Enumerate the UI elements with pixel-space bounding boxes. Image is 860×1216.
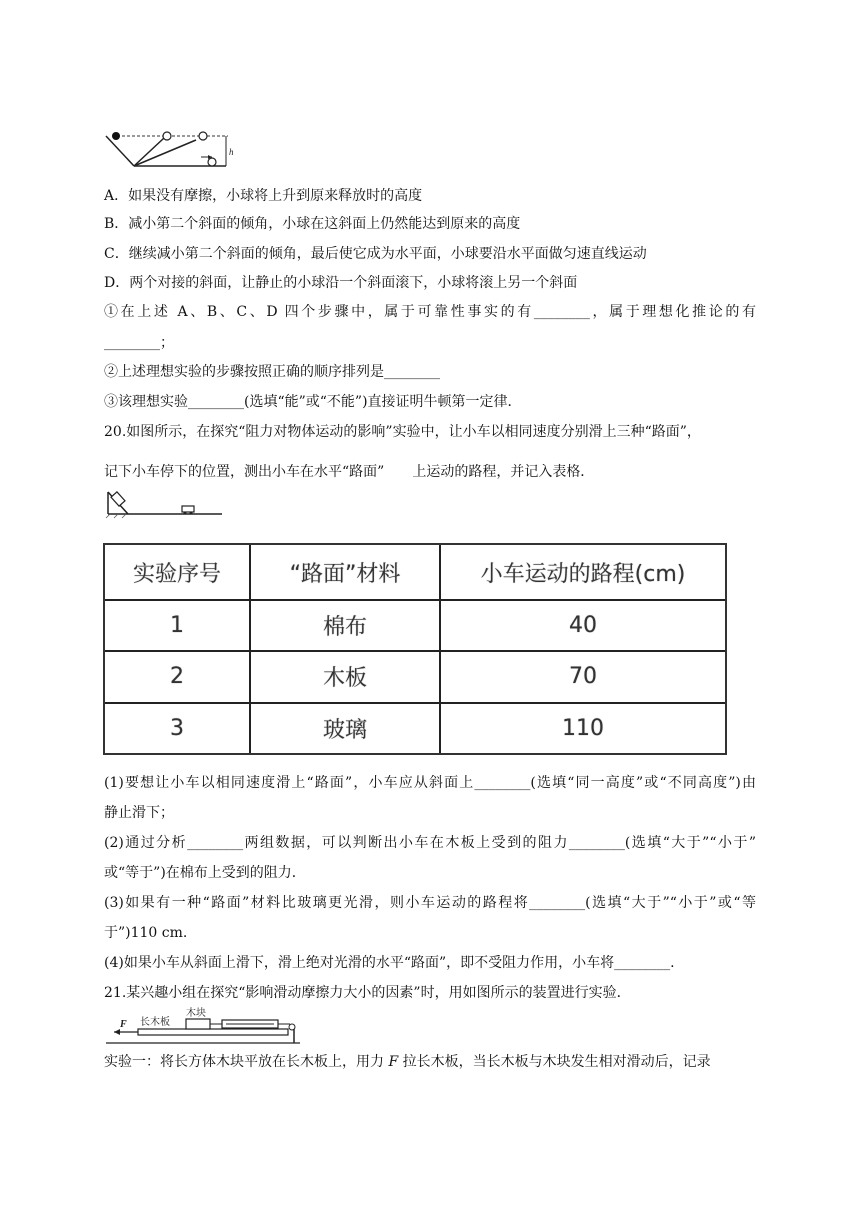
table-header-row (104, 544, 726, 600)
cell-index: 2 (104, 651, 250, 702)
q19-sub1-line2: ________； (104, 335, 174, 351)
cell-distance: 40 (440, 600, 726, 651)
cell-material: 棉布 (250, 600, 440, 651)
header-index: 实验序号 (104, 544, 250, 600)
q21-exp1 (104, 1052, 711, 1072)
q20-p1-line1: (1)要想让小车以相同速度滑上“路面”，小车应从斜面上________(选填“同一高度”或“不同高度”)由 (104, 775, 756, 791)
header-distance: 小车运动的路程(cm) (440, 544, 726, 600)
height-label: h (229, 147, 234, 157)
cell-index: 3 (104, 703, 250, 754)
q21-intro: 21.某兴趣小组在探究“影响滑动摩擦力大小的因素”时，用如图所示的装置进行实验． (104, 985, 631, 1001)
results-table (103, 543, 727, 755)
inclined-planes-figure (104, 128, 236, 174)
q20-p4: (4)如果小车从斜面上滑下，滑上绝对光滑的水平“路面”，即不受阻力作用，小车将________. (104, 955, 675, 971)
q20-p2-line1: (2)通过分析________两组数据，可以判断出小车在木板上受到的阻力________(选填“大于”“小于” (104, 835, 756, 851)
q19-sub3: ③该理想实验________(选填“能”或“不能”)直接证明牛顿第一定律． (104, 394, 522, 410)
q20-intro-line2: 记下小车停下的位置，测出小车在水平“路面” 上运动的路程，并记入表格． (104, 464, 595, 480)
q19-sub1-line1: ①在上述 A、B、C、D 四个步骤中，属于可靠性事实的有________，属于理想化推论的有 (104, 304, 756, 320)
cell-distance: 110 (440, 703, 726, 754)
q20-p3-line1: (3)如果有一种“路面”材料比玻璃更光滑，则小车运动的路程将________(选填“大于”“小于”或“等 (104, 895, 756, 911)
q20-intro-line1: 20.如图所示，在探究“阻力对物体运动的影响”实验中，让小车以相同速度分别滑上三种“路面”， (104, 424, 701, 440)
table-row (104, 651, 726, 702)
q21-exp1-force: F (388, 1054, 399, 1070)
q21-exp1-suffix: 拉长木板，当长木板与木块发生相对滑动后，记录 (398, 1054, 711, 1070)
header-material: “路面”材料 (250, 544, 440, 600)
q21-exp1-prefix: 实验一：将长方体木块平放在长木板上，用力 (104, 1054, 389, 1070)
force-label: F (120, 1019, 127, 1030)
block-label: 木块 (186, 1008, 206, 1019)
q20-p3-line2: 于”)110 cm. (104, 925, 188, 941)
cell-material: 木板 (250, 651, 440, 702)
cell-distance: 70 (440, 651, 726, 702)
option-a: A．如果没有摩擦，小球将上升到原来释放时的高度 (104, 188, 423, 204)
table-row (104, 600, 726, 651)
q20-p1-line2: 静止滑下； (104, 805, 174, 821)
option-c: C．继续减小第二个斜面的倾角，最后使它成为水平面，小球要沿水平面做匀速直线运动 (104, 246, 647, 262)
option-b: B．减小第二个斜面的倾角，小球在这斜面上仍然能达到原来的高度 (104, 216, 521, 232)
cell-material: 玻璃 (250, 703, 440, 754)
option-d: D．两个对接的斜面，让静止的小球沿一个斜面滚下，小球将滚上另一个斜面 (104, 275, 578, 291)
cell-index: 1 (104, 600, 250, 651)
friction-apparatus-figure (104, 1005, 304, 1045)
cart-slope-figure (104, 490, 226, 520)
table-row (104, 703, 726, 754)
q19-sub2: ②上述理想实验的步骤按照正确的顺序排列是________ (104, 364, 440, 380)
q20-p2-line2: 或“等于”)在棉布上受到的阻力． (104, 865, 306, 881)
board-label: 长木板 (140, 1017, 170, 1028)
